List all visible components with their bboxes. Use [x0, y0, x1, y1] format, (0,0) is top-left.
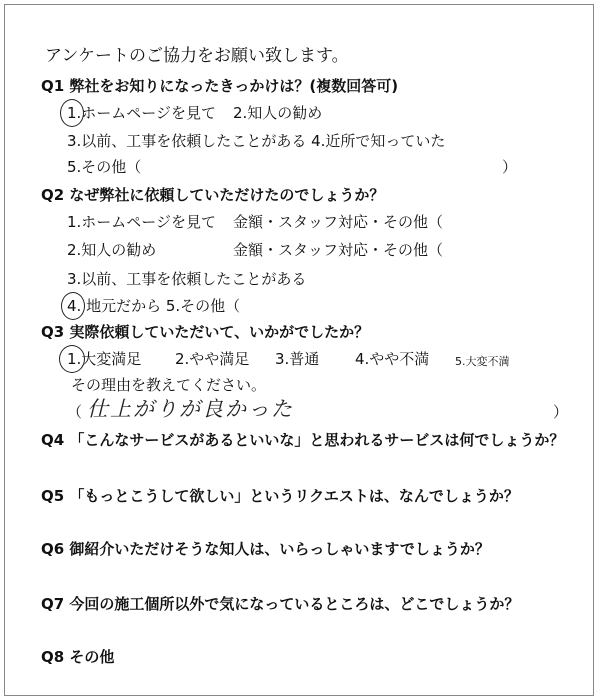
q1-option-1: 1.ホームページを見て: [67, 104, 217, 122]
q3-answer-circle: [59, 345, 85, 373]
q2-option-2: 2.知人の勧め: [67, 241, 157, 259]
q3-handwritten-reason: 仕上がりが良かった: [87, 397, 294, 421]
q1-heading: Q1 弊社をお知りになったきっかけは？(複数回答可): [41, 77, 399, 95]
q8-heading: Q8 その他: [41, 648, 115, 666]
q5-heading: Q5 「もっとこうして欲しい」というリクエストは、なんでしょうか？: [41, 487, 519, 505]
q1-options-3-4: 3.以前、工事を依頼したことがある 4.近所で知っていた: [67, 132, 446, 150]
q1-answer-circle: [60, 99, 84, 127]
q3-option-5: 5.大変不満: [455, 355, 510, 368]
survey-title: アンケートのご協力をお願い致します。: [45, 46, 349, 66]
q3-option-2: 2.やや満足: [175, 350, 250, 368]
q4-heading: Q4 「こんなサービスがあるといいな」と思われるサービスは何でしょうか？: [41, 431, 565, 449]
q2-heading: Q2 なぜ弊社に依頼していただけたのでしょうか？: [41, 186, 385, 204]
q1-option-5: 5.その他（: [67, 158, 142, 176]
q2-option-1: 1.ホームページを見て: [67, 213, 217, 231]
q2-option-1-detail: 金額・スタッフ対応・その他（: [233, 213, 444, 231]
q2-option-2-detail: 金額・スタッフ対応・その他（: [233, 241, 444, 259]
q2-option-3: 3.以前、工事を依頼したことがある: [67, 270, 307, 288]
q3-option-3: 3.普通: [275, 350, 320, 368]
q3-reason-prompt: その理由を教えてください。: [71, 376, 267, 394]
q7-heading: Q7 今回の施工個所以外で気になっているところは、どこでしょうか？: [41, 595, 520, 613]
q3-option-4: 4.やや不満: [355, 350, 430, 368]
survey-sheet: [4, 4, 594, 696]
q6-heading: Q6 御紹介いただけそうな知人は、いらっしゃいますでしょうか？: [41, 540, 490, 558]
q3-reason-close: ）: [553, 403, 569, 421]
q1-option-2: 2.知人の勧め: [233, 104, 323, 122]
q2-options-4-5: 4. 地元だから 5.その他（: [67, 297, 241, 315]
q2-answer-circle: [61, 292, 85, 320]
q3-heading: Q3 実際依頼していただいて、いかがでしたか？: [41, 323, 370, 341]
q3-option-1: 1.大変満足: [67, 350, 142, 368]
q1-option-5-close: ）: [502, 158, 518, 176]
q3-reason-open: （: [67, 403, 83, 421]
